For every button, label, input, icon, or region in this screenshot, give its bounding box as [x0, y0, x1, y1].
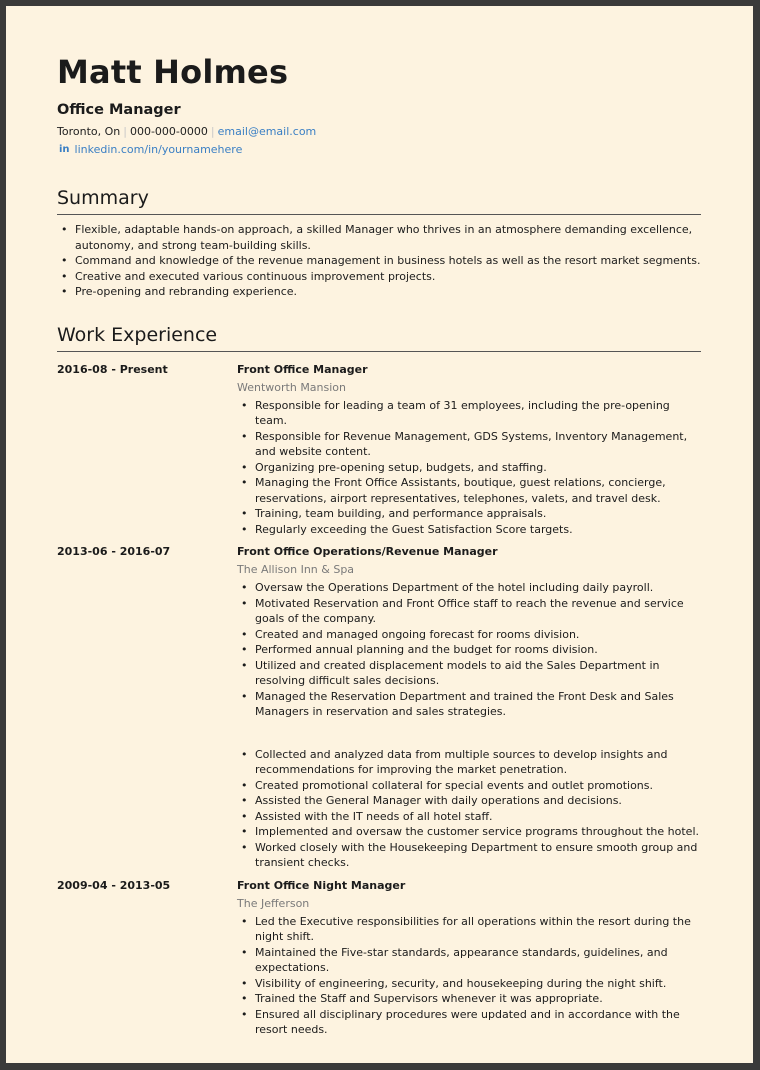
summary-list — [57, 222, 701, 300]
summary-item: • Flexible, adaptable hands-on approach, a skilled Manager who thrives in an atmosphere demanding excellence, autonomy, and strong team-building skills. — [57, 222, 701, 253]
work-experience-heading: Work Experience — [57, 323, 701, 352]
duty-item: • Assisted with the IT needs of all hotel staff. — [237, 809, 701, 825]
job-role: Front Office Operations/Revenue Manager — [237, 545, 498, 558]
divider: | — [210, 125, 215, 138]
duty-item: • Collected and analyzed data from multiple sources to develop insights and recommendations for improving the market penetration. — [237, 747, 701, 778]
summary-heading: Summary — [57, 186, 701, 215]
job-body — [237, 544, 701, 871]
job-duties — [237, 398, 701, 538]
duty-item: • Worked closely with the Housekeeping Department to ensure smooth group and transient checks. — [237, 840, 701, 871]
duty-item: • Maintained the Five-star standards, appearance standards, guidelines, and expectations. — [237, 945, 701, 976]
duty-item: • Trained the Staff and Supervisors whenever it was appropriate. — [237, 991, 701, 1007]
job-body — [237, 878, 701, 1038]
job-duties — [237, 747, 701, 871]
linkedin-url[interactable]: linkedin.com/in/yournamehere — [74, 143, 243, 156]
job-body — [237, 362, 701, 538]
resume-page — [6, 6, 753, 1063]
job-date: 2013-06 - 2016-07 — [57, 545, 171, 558]
duty-item: • Oversaw the Operations Department of the hotel including daily payroll. — [237, 580, 701, 596]
duty-item: • Training, team building, and performance appraisals. — [237, 506, 701, 522]
candidate-title: Office Manager — [57, 102, 181, 118]
duty-item: • Organizing pre-opening setup, budgets, and staffing. — [237, 460, 701, 476]
summary-item: • Pre-opening and rebranding experience. — [57, 284, 701, 300]
summary-item: • Creative and executed various continuous improvement projects. — [57, 269, 701, 285]
list-spacer — [237, 720, 701, 745]
duty-item: • Motivated Reservation and Front Office staff to reach the revenue and service goals of the company. — [237, 596, 701, 627]
job-company: The Allison Inn & Spa — [237, 563, 355, 576]
job-role: Front Office Manager — [237, 362, 368, 376]
job-date: 2016-08 - Present — [57, 362, 168, 376]
contact-line — [57, 124, 701, 140]
duty-item: • Implemented and oversaw the customer service programs throughout the hotel. — [237, 824, 701, 840]
job-list — [57, 362, 701, 1038]
duty-item: • Regularly exceeding the Guest Satisfaction Score targets. — [237, 522, 701, 538]
duty-item: • Utilized and created displacement models to aid the Sales Department in resolving difficult sales decisions. — [237, 658, 701, 689]
job-entry — [57, 878, 701, 1038]
duty-item: • Responsible for leading a team of 31 employees, including the pre-opening team. — [237, 398, 701, 429]
summary-item: • Command and knowledge of the revenue management in business hotels as well as the resort market segments. — [57, 253, 701, 269]
duty-item: • Created promotional collateral for special events and outlet promotions. — [237, 778, 701, 794]
duty-item: • Managing the Front Office Assistants, boutique, guest relations, concierge, reservations, airport representatives, telephones, valets, and travel desk. — [237, 475, 701, 506]
candidate-name: Matt Holmes — [57, 53, 289, 91]
duty-item: • Managed the Reservation Department and trained the Front Desk and Sales Managers in reservation and sales strategies. — [237, 689, 701, 720]
job-entry — [57, 544, 701, 871]
linkedin-icon: in — [59, 144, 70, 155]
divider: | — [123, 125, 127, 138]
job-entry — [57, 362, 701, 538]
duty-item: • Assisted the General Manager with daily operations and decisions. — [237, 793, 701, 809]
duty-item: • Visibility of engineering, security, and housekeeping during the night shift. — [237, 976, 701, 992]
duty-item: • Performed annual planning and the budget for rooms division. — [237, 642, 701, 658]
phone: 000-000-0000 — [129, 125, 208, 138]
email-link[interactable]: email@email.com — [217, 125, 317, 138]
job-company: Wentworth Mansion — [237, 380, 347, 394]
job-company: The Jefferson — [237, 896, 310, 910]
duty-item: • Responsible for Revenue Management, GDS Systems, Inventory Management, and website content. — [237, 429, 701, 460]
duty-item: • Ensured all disciplinary procedures were updated and in accordance with the resort needs. — [237, 1007, 701, 1038]
duty-item: • Created and managed ongoing forecast for rooms division. — [237, 627, 701, 643]
linkedin-link[interactable] — [57, 142, 701, 158]
job-role: Front Office Night Manager — [237, 878, 406, 892]
job-duties — [237, 580, 701, 720]
duty-item: • Led the Executive responsibilities for all operations within the resort during the night shift. — [237, 914, 701, 945]
job-duties — [237, 914, 701, 1038]
location: Toronto, On — [57, 125, 121, 138]
job-date: 2009-04 - 2013-05 — [57, 878, 171, 892]
